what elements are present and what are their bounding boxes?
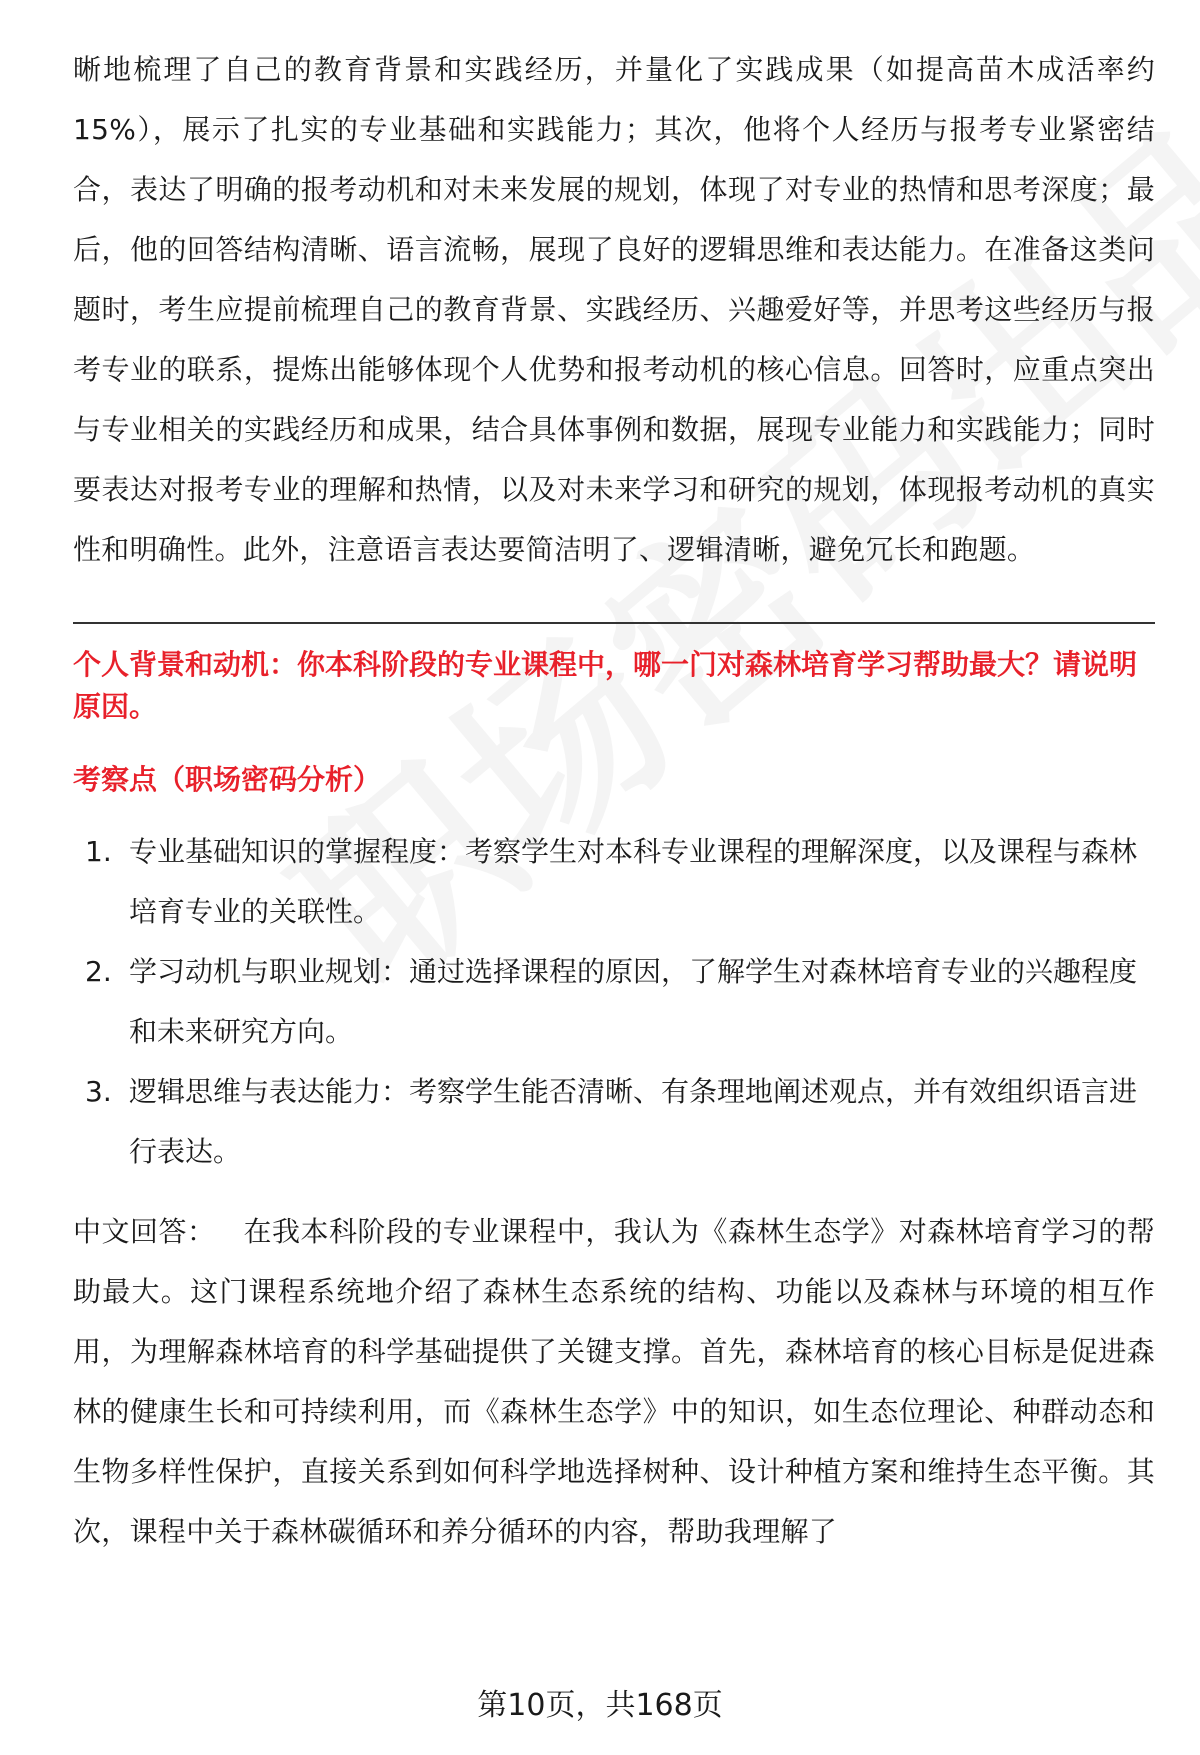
list-item-number: 2. <box>85 955 112 988</box>
answer-paragraph <box>73 1202 1155 1562</box>
list-item <box>73 942 1155 1062</box>
exam-points-title: 考察点（职场密码分析） <box>73 763 382 796</box>
list-item-text: 专业基础知识的掌握程度：考察学生对本科专业课程的理解深度，以及课程与森林培育专业的关联性。 <box>129 835 1138 928</box>
list-item-number: 1. <box>85 835 112 868</box>
exam-points-list <box>73 822 1155 1182</box>
list-item <box>73 1062 1155 1182</box>
section-divider <box>73 622 1155 624</box>
answer-text: 在我本科阶段的专业课程中，我认为《森林生态学》对森林培育学习的帮助最大。这门课程系统地介绍了森林生态系统的结构、功能以及森林与环境的相互作用，为理解森林培育的科学基础提供了关键支撑。首先，森林培育的核心目标是促进森林的健康生长和可持续利用，而《森林生态学》中的知识，如生态位理论、种群动态和生物多样性保护，直接关系到如何科学地选择树种、设计种植方案和维持生态平衡。其次，课程中关于森林碳循环和养分循环的内容，帮助我理解了 <box>73 1215 1155 1548</box>
list-item-text: 逻辑思维与表达能力：考察学生能否清晰、有条理地阐述观点，并有效组织语言进行表达。 <box>129 1075 1138 1168</box>
question-heading: 个人背景和动机：你本科阶段的专业课程中，哪一门对森林培育学习帮助最大？请说明原因。 <box>73 648 1138 723</box>
page-footer: 第10页，共168页 <box>477 1688 723 1723</box>
list-item-number: 3. <box>85 1075 112 1108</box>
list-item-text: 学习动机与职业规划：通过选择课程的原因，了解学生对森林培育专业的兴趣程度和未来研究方向。 <box>129 955 1138 1048</box>
list-item <box>73 822 1155 942</box>
intro-paragraph: 晰地梳理了自己的教育背景和实践经历，并量化了实践成果（如提高苗木成活率约15%），展示了扎实的专业基础和实践能力；其次，他将个人经历与报考专业紧密结合，表达了明确的报考动机和对未来发展的规划，体现了对专业的热情和思考深度；最后，他的回答结构清晰、语言流畅，展现了良好的逻辑思维和表达能力。在准备这类问题时，考生应提前梳理自己的教育背景、实践经历、兴趣爱好等，并思考这些经历与报考专业的联系，提炼出能够体现个人优势和报考动机的核心信息。回答时，应重点突出与专业相关的实践经历和成果，结合具体事例和数据，展现专业能力和实践能力；同时要表达对报考专业的理解和热情，以及对未来学习和研究的规划，体现报考动机的真实性和明确性。此外，注意语言表达要简洁明了、逻辑清晰，避免冗长和跑题。 <box>73 53 1155 566</box>
document-page <box>73 40 1155 1562</box>
answer-label: 中文回答： <box>73 1215 216 1248</box>
